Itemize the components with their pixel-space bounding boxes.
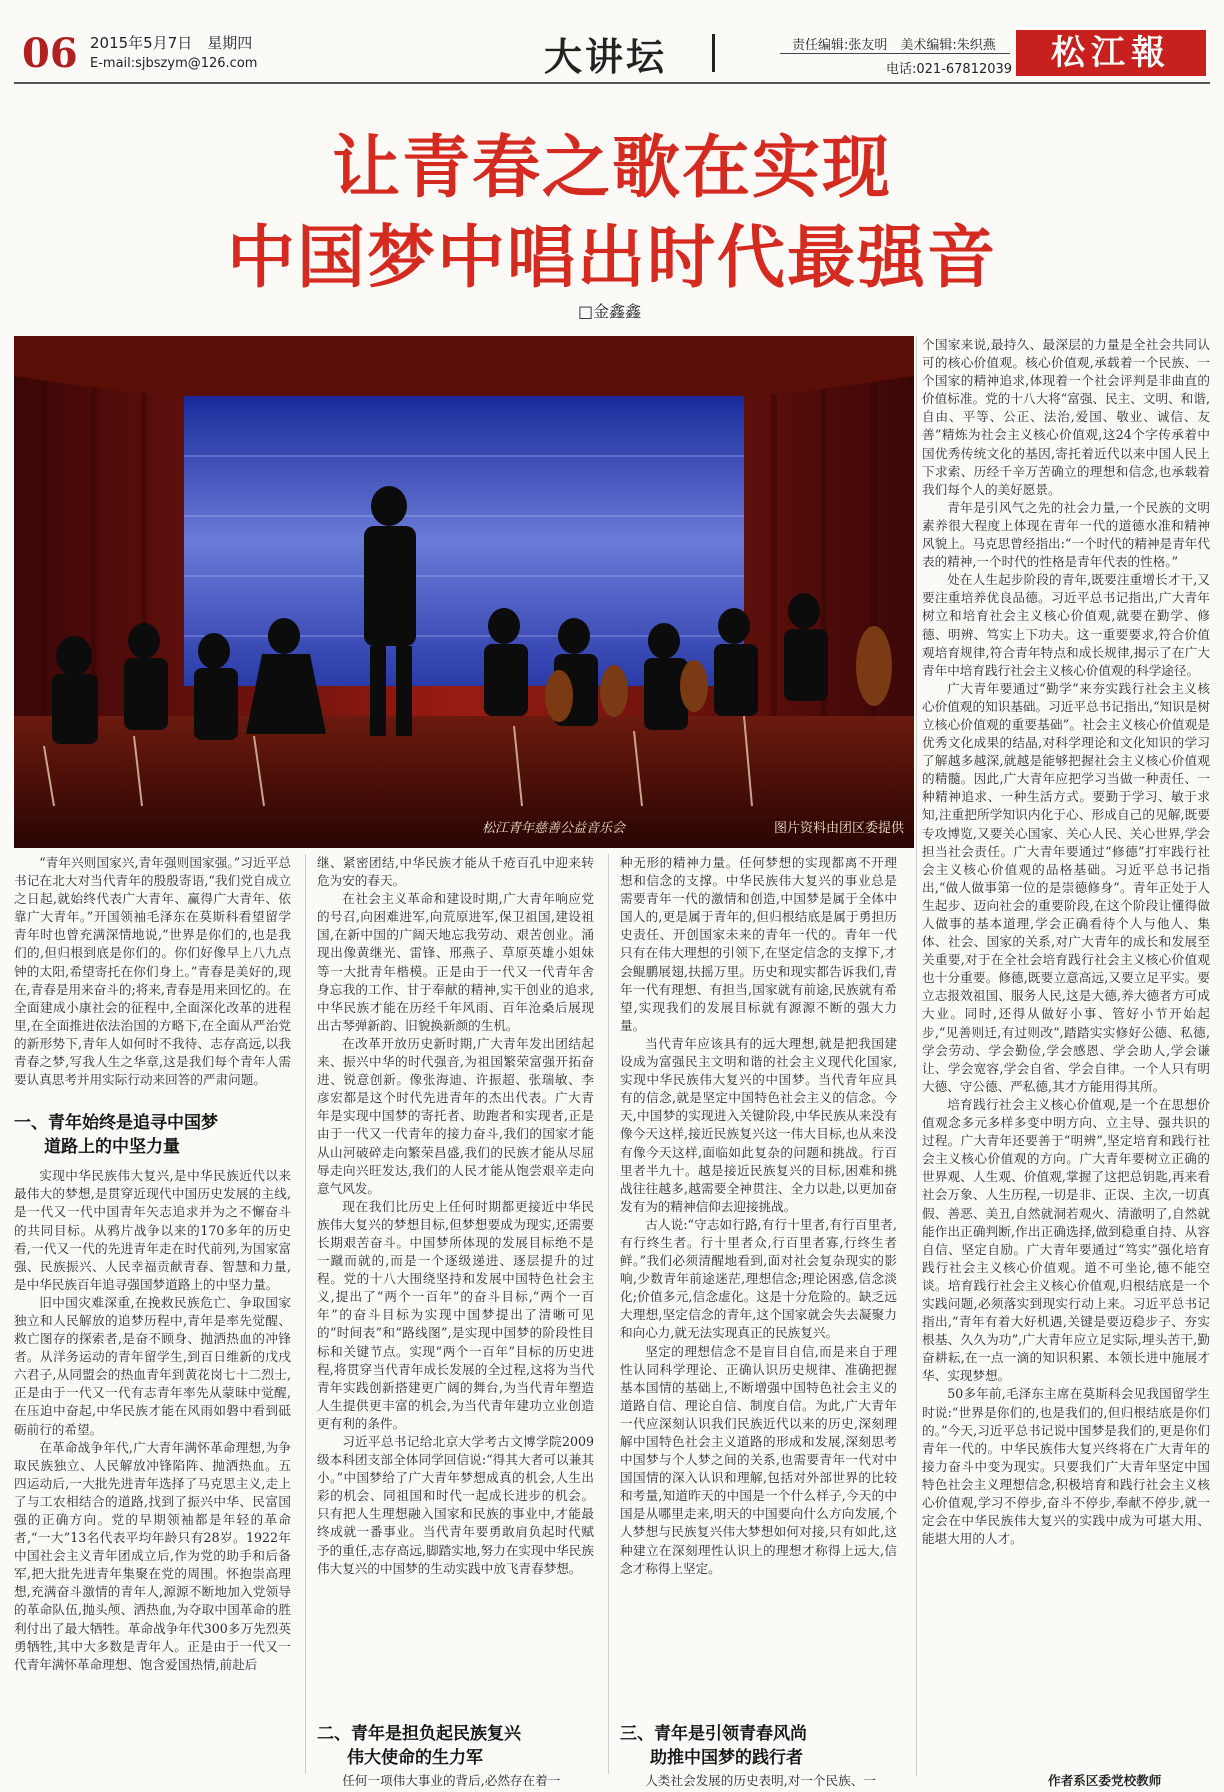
section-heading-line: 助推中国梦的践行者 <box>650 1748 803 1768</box>
editor-credits: 责任编辑:张友明 美术编辑:朱织燕 <box>792 38 996 53</box>
paragraph: 当代青年应该具有的远大理想,就是把我国建设成为富强民主文明和谐的社会主义现代化国家,实现中华民族伟大复兴的中国梦。当代青年应具有的信念,就是坚定中国特色社会主义的信念。今天,中国梦的实现进入关键阶段,中华民族从来没有像今天这样,接近民族复兴这一伟大目标,也从来没有像今天这样,面临如此复杂的问题和挑战。行百里者半九十。越是接近民族复兴的目标,困难和挑战往往越多,越需要全神贯注、全力以赴,以更加奋发有为的精神信仰去迎接挑战。 <box>620 1035 897 1214</box>
paragraph: 广大青年要通过“勤学”来夯实践行社会主义核心价值观的知识基础。习近平总书记指出,“知识是树立核心价值观的重要基础”。社会主义核心价值观是优秀文化成果的结晶,对科学理论和文化知识的学习了解越多越深,就越是能够把握社会主义核心价值观的精髓。因此,广大青年应把学习当做一种责任、一种精神追求、一种生活方式。要勤于学习、敏于求知,注重把所学知识内化于心、形成自己的见解,既要专攻博览,又要关心国家、关心人民、关心世界,学会担当社会责任。广大青年要通过“修德”打牢践行社会主义核心价值观的品格基础。习近平总书记指出,“做人做事第一位的是崇德修身”。青年正处于人生起步、迈向社会的重要阶段,在这个阶段让懂得做人做事的基本道理,学会正确看待个人与他人、集体、社会、国家的关系,对广大青年的成长和发展至关重要,对于在全社会培育践行社会主义核心价值观也十分重要。修德,既要立意高远,又要立足平实。要立志报效祖国、服务人民,这是大德,养大德者方可成大业。同时,还得从做好小事、管好小节开始起步,“见善则迁,有过则改”,踏踏实实修好公德、私德,学会劳动、学会勤俭,学会感恩、学会助人,学会谦让、学会宽容,学会自省、学会自律。一个人只有明大德、守公德、严私德,其才方能用得其所。 <box>922 680 1210 1094</box>
author-note: 作者系区委党校教师 <box>1048 1773 1162 1788</box>
paragraph: 任何一项伟大事业的背后,必然存在着一 <box>342 1773 561 1788</box>
article-column-1 <box>14 854 291 1780</box>
article-column-3 <box>620 854 897 1724</box>
paragraph: 习近平总书记给北京大学考古文博学院2009级本科团支部全体同学回信说:“得其大者可以兼其小。”中国梦给了广大青年梦想成真的机会,人生出彩的机会、同祖国和时代一起成长进步的机会。只有把人生理想融入国家和民族的事业中,才能最终成就一番事业。当代青年要勇敢肩负起时代赋予的重任,志存高远,脚踏实地,努力在实现中华民族伟大复兴的中国梦的生动实践中放飞青春梦想。 <box>317 1434 594 1576</box>
section-title: 大讲坛 <box>544 35 668 79</box>
page-header <box>14 22 1210 84</box>
concert-illustration <box>14 336 914 848</box>
column-divider <box>916 336 917 1776</box>
paragraph: 50多年前,毛泽东主席在莫斯科会见我国留学生时说:“世界是你们的,也是我们的,但归根结底是你们的。”今天,习近平总书记说中国梦是我们的,更是你们青年一代的。中华民族伟大复兴终将在广大青年的接力奋斗中变为现实。只要我们广大青年坚定中国特色社会主义理想信念,积极培育和践行社会主义核心价值观,学习不停步,奋斗不停步,奉献不停步,就一定会在中华民族伟大复兴的实践中成为可堪大用、能堪大用的人才。 <box>922 1386 1210 1547</box>
paragraph: 古人说:“守志如行路,有行十里者,有行百里者,有行终生者。行十里者众,行百里者寡,行终生者鲜。”我们必须清醒地看到,面对社会复杂现实的影响,少数青年前途迷茫,理想信念;理论困惑,信念淡化;价值多元,信念虚化。这是十分危险的。缺乏远大理想,坚定信念的青年,这个国家就会失去凝聚力和向心力,就无法实现真正的民族复兴。 <box>620 1216 897 1341</box>
paragraph: 在革命战争年代,广大青年满怀革命理想,为争取民族独立、人民解放冲锋陷阵、抛洒热血。五四运动后,一大批先进青年选择了马克思主义,走上了与工农相结合的道路,找到了振兴中华、民富国强的正确方向。党的早期领袖都是年轻的革命者,“一大”13名代表平均年龄只有28岁。1922年中国社会主义青年团成立后,作为党的助手和后备军,把大批先进青年集聚在党的周围。怀抱崇高理想,充满奋斗激情的青年人,源源不断地加入党领导的革命队伍,抛头颅、洒热血,为夺取中国革命的胜利付出了最大牺牲。革命战争年代300多万先烈英勇牺牲,其中大多数是青年人。正是由于一代又一代青年满怀革命理想、饱含爱国热情,前赴后 <box>14 1439 291 1672</box>
paragraph: 个国家来说,最持久、最深层的力量是全社会共同认可的核心价值观。核心价值观,承载着一个民族、一个国家的精神追求,体现着一个社会评判是非曲直的价值标准。党的十八大将“富强、民主、文明、和谐,自由、平等、公正、法治,爱国、敬业、诚信、友善”精炼为社会主义核心价值观,这24个字传承着中国优秀传统文化的基因,寄托着近代以来中国人民上下求索、历经千辛万苦确立的理想和信念,也承载着我们每个人的美好愿景。 <box>922 337 1210 497</box>
paragraph: 种无形的精神力量。任何梦想的实现都离不开理想和信念的支撑。中华民族伟大复兴的事业总是需要青年一代的激情和创造,中国梦是属于全体中国人的,更是属于青年的,但归根结底是属于勇担历史责任、开创国家未来的青年一代的。青年一代只有在伟大理想的引领下,在坚定信念的支撑下,才会鲲鹏展翅,扶摇万里。历史和现实都告诉我们,青年一代有理想、有担当,国家就有前途,民族就有希望,实现我们的发展目标就有源源不断的强大力量。 <box>620 855 897 1033</box>
section-heading-1 <box>14 1111 291 1159</box>
paragraph: 实现中华民族伟大复兴,是中华民族近代以来最伟大的梦想,是贯穿近现代中国历史发展的主线,是一代又一代中国青年矢志追求并为之不懈奋斗的共同目标。从鸦片战争以来的170多年的历史看,一代又一代的先进青年走在时代前列,为国家富强、民族振兴、人民幸福贡献青春、智慧和力量,是中华民族百年追寻强国梦道路上的中坚力量。 <box>14 1168 291 1292</box>
paragraph: 人类社会发展的历史表明,对一个民族、一 <box>645 1773 876 1788</box>
header-rule <box>780 53 1010 54</box>
header-divider <box>712 34 715 72</box>
photo-credit: 图片资料由团区委提供 <box>774 821 905 836</box>
photo-caption: 松江青年慈善公益音乐会 <box>482 821 626 836</box>
paragraph: 继、紧密团结,中华民族才能从千疮百孔中迎来转危为安的春天。 <box>317 855 594 889</box>
section-heading-line: 二、青年是担负起民族复兴 <box>317 1724 521 1744</box>
paragraph: 青年是引风气之先的社会力量,一个民族的文明素养很大程度上体现在青年一代的道德水准和精神风貌上。马克思曾经指出:“一个时代的精神是青年代表的精神,一个时代的性格是青年代表的性格。” <box>922 499 1210 570</box>
paragraph: 培育践行社会主义核心价值观,是一个在思想价值观念多元多样多变中明方向、立主导、强共识的过程。广大青年还要善于“明辨”,坚定培育和践行社会主义核心价值观的方向。广大青年要树立正确的世界观、人生观、价值观,掌握了这把总钥匙,再来看社会万象、人生历程,一切是非、正误、主次,一切真假、善恶、美丑,自然就洞若观火、清澈明了,自然就能作出正确判断,作出正确选择,做到稳重自持、从容自信、坚定自励。广大青年要通过“笃实”强化培育践行社会主义核心价值观。道不可坐论,德不能空谈。培育践行社会主义核心价值观,归根结底是一个实践问题,必须落实到现实行动上来。习近平总书记指出,“青年有着大好机遇,关键是要迈稳步子、夯实根基、久久为功”,广大青年应立足实际,埋头苦干,勤奋耕耘,在一点一滴的知识积累、本领长进中施展才华、实现梦想。 <box>922 1096 1210 1384</box>
byline: □金鑫鑫 <box>578 302 642 321</box>
section-heading-line: 道路上的中坚力量 <box>44 1137 180 1158</box>
section-heading-3 <box>620 1722 910 1770</box>
column-divider <box>305 854 306 1774</box>
contact-email: E-mail:sjbszym@126.com <box>90 56 258 71</box>
headline-line-2: 中国梦中唱出时代最强音 <box>226 219 997 298</box>
page-number: 06 <box>22 30 78 77</box>
paragraph: 旧中国灾难深重,在挽救民族危亡、争取国家独立和人民解放的追梦历程中,青年是率先觉醒、救亡图存的探索者,是奋不顾身、抛洒热血的冲锋者。从洋务运动的青年留学生,到百日维新的戊戌六君子,从同盟会的热血青年到黄花岗七十二烈士,正是由于一代又一代有志青年率先从蒙昧中觉醒,在压迫中奋起,中华民族才能在风雨如磐中看到砥砺前行的希望。 <box>14 1294 291 1437</box>
paragraph: 在社会主义革命和建设时期,广大青年响应党的号召,向困难进军,向荒原进军,保卫祖国,建设祖国,在新中国的广阔天地忘我劳动、艰苦创业。涌现出像黄继光、雷锋、邢燕子、草原英雄小姐妹等一大批青年楷模。正是由于一代又一代青年舍身忘我的工作、甘于奉献的精神,实干创业的追求,中华民族才能在历经千年风雨、百年沧桑后展现出古琴弹新韵、旧貌换新颜的生机。 <box>317 891 594 1033</box>
headline-line-1: 让青春之歌在实现 <box>331 129 892 208</box>
section-heading-line: 三、青年是引领青春风尚 <box>620 1724 807 1744</box>
concert-photo <box>14 336 914 848</box>
article-column-4 <box>922 336 1210 1766</box>
article-column-2 <box>317 854 594 1724</box>
contact-phone: 电话:021-67812039 <box>886 62 1013 77</box>
issue-date: 2015年5月7日 星期四 <box>90 34 253 52</box>
newspaper-masthead: 松江報 <box>1016 30 1206 76</box>
paragraph: “青年兴则国家兴,青年强则国家强。”习近平总书记在北大对当代青年的殷殷寄语,“我们党自成立之日起,就始终代表广大青年、赢得广大青年、依靠广大青年。”开国领袖毛泽东在莫斯科看望留学青年时也曾充满深情地说,“世界是你们的,也是我们的,但归根到底是你们的。你们好像早上八九点钟的太阳,希望寄托在你们身上。”青春是美好的,现在,青春是用来奋斗的;将来,青春是用来回忆的。在全面建成小康社会的征程中,全面深化改革的进程里,在全面推进依法治国的方略下,在全面从严治党的新形势下,青年人如何时不我待、志存高远,以我青春之梦,写我人生之华章,这是我们每个青年人需要认真思考并用实际行动来回答的严肃问题。 <box>14 855 291 1088</box>
section-heading-2 <box>317 1722 607 1770</box>
section-heading-line: 伟大使命的生力军 <box>347 1748 483 1768</box>
paragraph: 坚定的理想信念不是盲目自信,而是来自于理性认同科学理论、正确认识历史规律、准确把握基本国情的基础上,不断增强中国特色社会主义的道路自信、理论自信、制度自信。为此,广大青年一代应深刻认识我们民族近代以来的历史,深刻理解中国特色社会主义道路的形成和发展,深刻思考中国梦与个人梦之间的关系,也需要青年一代对中国国情的深入认识和理解,包括对外部世界的比较和考量,知道昨天的中国是一个什么样子,今天的中国是从哪里走来,明天的中国要向什么方向发展,个人梦想与民族复兴伟大梦想如何对接,只有如此,这种建立在深刻理性认识上的理想才称得上远大,信念才称得上坚定。 <box>620 1343 897 1576</box>
paragraph: 在改革开放历史新时期,广大青年发出团结起来、振兴中华的时代强音,为祖国繁荣富强开拓奋进、锐意创新。像张海迪、许振超、张瑞敏、李彦宏都是这个时代先进青年的杰出代表。广大青年是实现中国梦的寄托者、助跑者和实现者,正是由于一代又一代青年的接力奋斗,我们的国家才能从山河破碎走向繁荣昌盛,我们的民族才能从尽屈辱走向兴旺发达,我们的人民才能从饱尝艰辛走向意气风发。 <box>317 1035 594 1196</box>
paragraph: 处在人生起步阶段的青年,既要注重增长才干,又要注重培养优良品德。习近平总书记指出,广大青年树立和培育社会主义核心价值观,就要在勤学、修德、明辨、笃实上下功夫。这一重要要求,符合价值观培育规律,符合青年特点和成长规律,揭示了在广大青年中培育践行社会主义核心价值观的科学途径。 <box>922 572 1210 678</box>
paragraph: 现在我们比历史上任何时期都更接近中华民族伟大复兴的梦想目标,但梦想要成为现实,还需要长期艰苦奋斗。中国梦所体现的发展目标绝不是一蹴而就的,而是一个逐级递进、逐层提升的过程。党的十八大围绕坚持和发展中国特色社会主义,提出了“两个一百年”的奋斗目标,“两个一百年”的奋斗目标为实现中国梦提出了清晰可见的“时间表”和“路线图”,是实现中国梦的阶段性目标和关键节点。实现“两个一百年”目标的历史进程,将贯穿当代青年成长发展的全过程,这将为当代青年实践创新搭建更广阔的舞台,为当代青年塑造人生提供更丰富的机会,为当代青年建功立业创造更有利的条件。 <box>317 1198 594 1431</box>
column-divider <box>608 854 609 1774</box>
section-heading-line: 一、青年始终是追寻中国梦 <box>14 1113 218 1134</box>
